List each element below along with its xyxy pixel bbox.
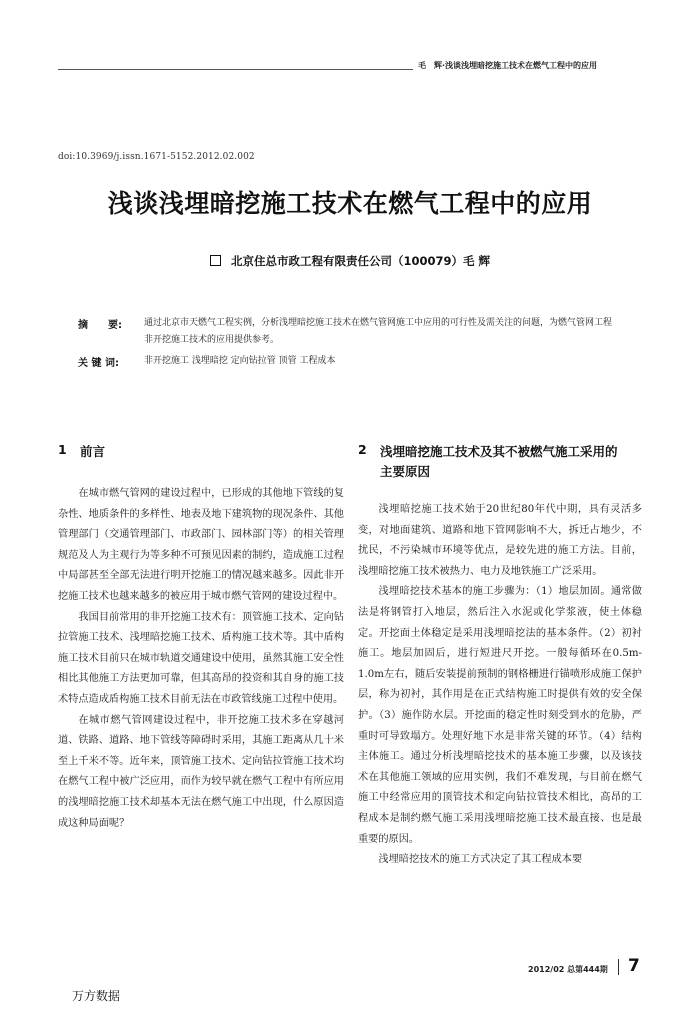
section1-body [58, 484, 344, 834]
paragraph: 浅埋暗挖施工技术始于20世纪80年代中期，具有灵活多变，对地面建筑、道路和地下管网影响不大，拆迁占地少，不扰民，不污染城市环境等优点，是较先进的施工方法。目前，浅埋暗挖施工技术被热力、电力及地铁施工广泛采用。 [358, 504, 642, 577]
header-rule [58, 69, 413, 70]
abstract-text: 通过北京市天燃气工程实例，分析浅埋暗挖施工技术在燃气管网施工中应用的可行性及需关注的问题，为燃气管网工程非开挖施工技术的应用提供参考。 [144, 318, 613, 345]
section2-heading [380, 442, 645, 482]
abstract-label: 摘 要: [78, 320, 122, 331]
watermark: 万方数据 [72, 989, 121, 1003]
keywords-label: 关 键 词: [78, 358, 119, 369]
section1-number: 1 [58, 442, 67, 457]
issue-info: 2012/02 总第444期 [528, 965, 608, 974]
section2-heading-line2: 主要原因 [380, 464, 431, 479]
running-title: 毛 辉·浅谈浅埋暗挖施工技术在燃气工程中的应用 [418, 61, 598, 70]
author: 北京住总市政工程有限责任公司（100079）毛 辉 [230, 254, 490, 268]
page-number: 7 [628, 956, 640, 976]
paragraph: 浅埋暗挖技术的施工方式决定了其工程成本要 [378, 854, 583, 866]
section2-body [358, 500, 642, 871]
square-icon [210, 255, 221, 266]
paragraph: 在城市燃气管网的建设过程中，已形成的其他地下管线的复杂性、地质条件的多样性、地表及地下建筑物的现况条件、其他管理部门（交通管理部门、市政部门、园林部门等）的相关管理规范及人为主观行为等多种不可预见因素的制约，造成施工过程中局部甚至全部无法进行明开挖施工的情况越来越多。因此非开挖施工技术也越来越多的被应用于城市燃气管网的建设过程中。 [58, 488, 344, 602]
section2-number: 2 [358, 442, 367, 457]
doi: doi:10.3969/j.issn.1671-5152.2012.02.002 [58, 152, 255, 162]
section1-heading: 前言 [80, 444, 106, 459]
keywords-text: 非开挖施工 浅埋暗挖 定向钻拉管 顶管 工程成本 [144, 356, 336, 366]
section2-heading-line1: 浅埋暗挖施工技术及其不被燃气施工采用的 [380, 444, 618, 459]
paragraph: 浅埋暗挖技术基本的施工步骤为：（1）地层加固。通常做法是将钢管打入地层，然后注入水泥或化学浆液，使土体稳定。开挖面土体稳定是采用浅埋暗挖法的基本条件。（2）初衬施工。地层加固后，进行短进尺开挖。一般每循环在0.5m-1.0m左右，随后安装提前预制的钢格栅进行锚喷形成施工保护层，称为初衬，其作用是在正式结构施工时提供有效的安全保护。（3）施作防水层。开挖面的稳定性时刻受到水的危胁，严重时可导致塌方。处理好地下水是非常关键的环节。（4）结构主体施工。通过分析浅埋暗挖技术的基本施工步骤，以及该技术在其他施工领域的应用实例，我们不难发现，与目前在燃气施工中经常应用的顶管技术和定向钻拉管技术相比，高昂的工程成本是制约燃气施工采用浅埋暗挖施工技术最直接、也是最重要的原因。 [358, 586, 642, 845]
paragraph: 我国目前常用的非开挖施工技术有：顶管施工技术、定向钻拉管施工技术、浅埋暗挖施工技术、盾构施工技术等。其中盾构施工技术目前只在城市轨道交通建设中使用，虽然其施工安全性相比其他施工方法更加可靠，但其高昂的投资和其自身的施工技术特点造成盾构施工技术目前无法在市政管线施工过程中使用。 [58, 611, 344, 705]
footer-divider [618, 959, 619, 975]
article-title: 浅谈浅埋暗挖施工技术在燃气工程中的应用 [107, 189, 593, 218]
paragraph: 在城市燃气管网建设过程中，非开挖施工技术多在穿越河道、铁路、道路、地下管线等障碍时采用，其施工距离从几十米至上千米不等。近年来，顶管施工技术、定向钻拉管施工技术均在燃气工程中被广泛应用，而作为较早就在燃气工程中有所应用的浅埋暗挖施工技术却基本无法在燃气施工中出现，什么原因造成这种局面呢？ [58, 714, 344, 829]
author-line [0, 253, 700, 269]
